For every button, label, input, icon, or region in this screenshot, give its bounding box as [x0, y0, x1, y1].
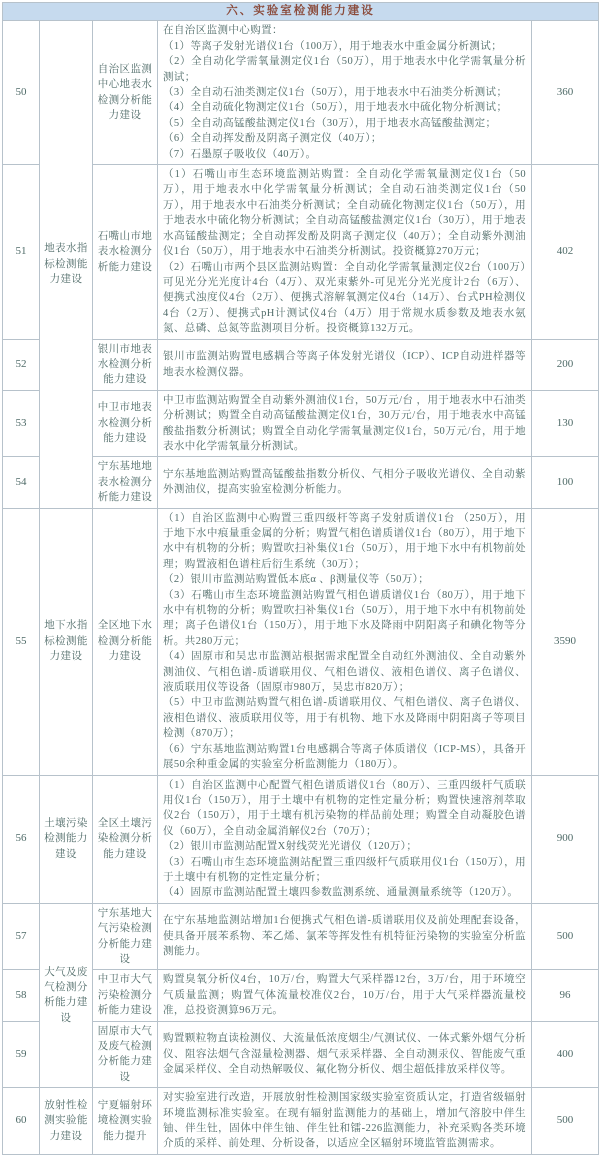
- description-cell: [158, 1021, 532, 1088]
- row-number: 53: [3, 390, 40, 457]
- amount-cell: 500: [532, 903, 599, 970]
- description-cell: [158, 1088, 532, 1155]
- description-paragraph: （5）中卫市监测站购置气相色谱-质谱联用仪、气相色谱仪、离子色谱仪、液相色谱仪、液质联用仪等，用于有机物、地下水及降雨中阴阳离子等项目检测（870万）；: [163, 697, 526, 740]
- description-paragraph: （2）银川市监测站配置X射线荧光光谱仪（120万）；: [163, 841, 418, 853]
- description-paragraph: 中卫市监测站购置全自动紫外测油仪1台，50万元/台 ，用于地表水中石油类分析测试；购置全自动高锰酸盐测定仪1台，30万元/台，用于地表水中高锰酸盐指数分析测试；购置全自动化学需氧量测定仪1台，50万元/台，用于地表水中化学需氧量分析测试。: [163, 394, 526, 452]
- category-cell: 放射性检测实验能力建设: [40, 1088, 93, 1155]
- description-paragraph: 在宁东基地监测站增加1台便携式气相色谱-质谱联用仪及前处理配套设备，使具备开展苯系物、苯乙烯、氯苯等挥发性有机特征污染物的实验室分析监测能力。: [163, 915, 526, 958]
- description-paragraph: （3）全自动石油类测定仪1台（50万），用于地表水中石油类分析测试；: [163, 87, 508, 99]
- category-cell: 地下水指标检测能力建设: [40, 508, 93, 775]
- description-paragraph: 对实验室进行改造，开展放射性检测国家级实验室资质认定，打造省级辐射环境监测标准实验室。在现有辐射监测能力的基础上，增加气溶胶中伴生铀、伴生钍，固体中伴生铀、伴生钍和镭-226监测能力，补充采购各类环境介质的采样、前处理、分析设备，以适应全区辐射环境监管监测需求。: [163, 1092, 526, 1150]
- description-paragraph: 宁东基地监测站购置高锰酸盐指数分析仪、气相分子吸收光谱仪、全自动紫外测油仪，提高实验室检测分析能力。: [163, 469, 526, 496]
- table-row: [3, 903, 599, 970]
- row-number: 54: [3, 457, 40, 508]
- project-name-cell: 中卫市地表水检测分析能力建设: [93, 390, 158, 457]
- project-name-cell: 全区土壤污染检测分析能力建设: [93, 775, 158, 903]
- row-number: 55: [3, 508, 40, 775]
- description-cell: [158, 508, 532, 775]
- project-name-cell: 中卫市大气污染检测分析能力建设: [93, 970, 158, 1021]
- project-name-cell: 固原市大气及废气检测分析能力建设: [93, 1021, 158, 1088]
- description-paragraph: （6）全自动挥发酚及阴离子测定仪（40万）；: [163, 133, 382, 145]
- project-name-cell: 全区地下水检测分析能力建设: [93, 508, 158, 775]
- amount-cell: 3590: [532, 508, 599, 775]
- project-name-cell: 石嘴山市地表水检测分析能力建设: [93, 165, 158, 339]
- description-paragraph: （5）全自动高锰酸盐测定仪1台（30万），用于地表水高锰酸盐测定；: [163, 117, 497, 129]
- description-paragraph: （4）固原市和吴忠市监测站根据需求配置全自动红外测油仪、全自动紫外测油仪、气相色谱-质谱联用仪、气相色谱仪、液相色谱仪、离子色谱仪、液质联用仪等设备（固原市980万，吴忠市820万）；: [163, 651, 526, 694]
- row-number: 56: [3, 775, 40, 903]
- description-cell: [158, 903, 532, 970]
- table-row: [3, 21, 599, 165]
- row-number: 52: [3, 339, 40, 390]
- description-paragraph: 在自治区监测中心购置：: [163, 25, 283, 37]
- amount-cell: 402: [532, 165, 599, 339]
- description-paragraph: （6）宁东基地监测站购置1台电感耦合等离子体质谱仪（ICP-MS），具备开展50余种重金属的实验室分析监测能力（180万）。: [163, 743, 526, 771]
- description-paragraph: （3）石嘴山市生态环境监测站配置三重四级杆气质联用仪1台（150万），用于土壤中有机物的定性定量分析；: [163, 856, 526, 883]
- table-row: [3, 339, 599, 390]
- description-paragraph: （2）全自动化学需氧量测定仪1台（50万），用于地表水中化学需氧量分析测试；: [163, 56, 526, 83]
- table-row: [3, 390, 599, 457]
- project-name-cell: 银川市地表水检测分析能力建设: [93, 339, 158, 390]
- table-row: [3, 165, 599, 339]
- amount-cell: 500: [532, 1088, 599, 1155]
- description-paragraph: 银川市监测站购置电感耦合等离子体发射光谱仪（ICP）、ICP自动进样器等地表水检测仪器。: [163, 351, 526, 378]
- amount-cell: 100: [532, 457, 599, 508]
- project-name-cell: 宁夏辐射环境检测实验能力提升: [93, 1088, 158, 1155]
- table-row: [3, 508, 599, 775]
- description-cell: [158, 165, 532, 339]
- description-cell: [158, 21, 532, 165]
- amount-cell: 900: [532, 775, 599, 903]
- amount-cell: 200: [532, 339, 599, 390]
- description-cell: [158, 970, 532, 1021]
- amount-cell: 400: [532, 1021, 599, 1088]
- description-paragraph: （4）固原市监测站配置土壤四参数监测系统、通量测量系统等（120万）。: [163, 887, 519, 899]
- description-paragraph: （2）石嘴山市两个县区监测站购置：全自动化学需氧量测定仪2台（100万）可见光分光光度计4台（4万）、双光束紫外-可见光分光光度计2台（6万）、便携式浊度仪4台（2万）、便携式溶解氧测定仪4台（14万）、台式PH检测仪4台（2万）、便携式pH计测试仪4台（4万）用于常规水质参数及地表水氨氮、总磷、总氮等监测项目分析。投资概算132万元。: [163, 261, 526, 335]
- amount-cell: 130: [532, 390, 599, 457]
- row-number: 60: [3, 1088, 40, 1155]
- description-cell: [158, 775, 532, 903]
- row-number: 58: [3, 970, 40, 1021]
- description-paragraph: （7）石墨原子吸收仪（40万）。: [163, 148, 317, 160]
- description-cell: [158, 339, 532, 390]
- description-paragraph: 购置颗粒物直读检测仪、大流量低浓度烟尘/气测试仪、一体式紫外烟气分析仪、阻容法烟气含湿量检测器、烟气汞采样器、全自动测汞仪、智能废气重金属采样仪、全自动热解吸仪、氟化物分析仪、烟尘超低排放采样仪等。: [163, 1033, 527, 1076]
- lab-capacity-table: [2, 2, 599, 1155]
- table-row: [3, 1088, 599, 1155]
- project-name-cell: 宁东基地地表水检测分析能力建设: [93, 457, 158, 508]
- table-row: [3, 1021, 599, 1088]
- category-cell: 大气及废气检测分析能力建设: [40, 903, 93, 1087]
- description-paragraph: （1）自治区监测中心配置气相色谱质谱仪1台（80万）、三重四级杆气质联用仪1台（150万），用于土壤中有机物的定性定量分析；购置快速溶剂萃取仪2台（150万），用于土壤有机污染物的样品前处理；购置全自动凝胶色谱仪（60万），全自动金属消解仪2台（70万）；: [163, 779, 526, 837]
- row-number: 59: [3, 1021, 40, 1088]
- description-paragraph: （1）自治区监测中心购置三重四级杆等离子发射质谱仪1台 （250万），用于地下水中痕量重金属的分析；购置气相色谱质谱仪1台（80万），用于地下水中有机物的分析；购置吹扫补集仪1台（50万），用于地下水中有机物前处理；购置液相色谱柱后衍生系统（30万）；: [163, 512, 526, 570]
- category-cell: 土壤污染检测能力建设: [40, 775, 93, 903]
- row-number: 51: [3, 165, 40, 339]
- table-row: [3, 457, 599, 508]
- description-paragraph: （2）银川市监测站购置低本底α 、β测量仪等（50万）；: [163, 574, 430, 586]
- table-row: [3, 775, 599, 903]
- table-body: [3, 3, 599, 1155]
- row-number: 50: [3, 21, 40, 165]
- table-row: [3, 970, 599, 1021]
- description-cell: [158, 457, 532, 508]
- description-paragraph: （1）石嘴山市生态环境监测站购置：全自动化学需氧量测定仪1台（50万），用于地表水中化学需氧量分析测试；全自动石油类测定仪1台（50万），用于地表水中石油类分析测试；全自动硫化物测定仪1台（50万），用于地表水中硫化物分析测试；全自动高锰酸盐测定仪1台（30万），用于地表水高锰酸盐测定；全自动挥发酚及阴离子测定仪（40万）；全自动紫外测油仪1台（50万），用于地表水中石油类分析测试。投资概算270万元；: [163, 169, 526, 258]
- section-header-row: [3, 3, 599, 21]
- description-paragraph: （1）等离子发射光谱仪1台（100万），用于地表水中重金属分析测试；: [163, 40, 503, 52]
- amount-cell: 96: [532, 970, 599, 1021]
- description-paragraph: （4）全自动硫化物测定仪1台（50万），用于地表水中硫化物分析测试；: [163, 102, 508, 114]
- row-number: 57: [3, 903, 40, 970]
- project-name-cell: 自治区监测中心地表水检测分析能力建设: [93, 21, 158, 165]
- category-cell: 地表水指标检测能力建设: [40, 21, 93, 508]
- amount-cell: 360: [532, 21, 599, 165]
- description-cell: [158, 390, 532, 457]
- section-title: 六、实验室检测能力建设: [3, 3, 599, 21]
- project-name-cell: 宁东基地大气污染检测分析能力建设: [93, 903, 158, 970]
- description-paragraph: 购置臭氧分析仪4台，10万/台，购置大气采样器12台，3万/台，用于环境空气质量监测；购置气体流量校准仪2台，10万/台，用于大气采样器流量校准，总投资测算96万元。: [163, 974, 526, 1017]
- description-paragraph: （3）石嘴山市生态环境监测站购置气相色谱质谱仪1台（80万），用于地下水中有机物的分析；购置吹扫补集仪1台（50万），用于地下水中有机物前处理；离子色谱仪1台（150万），用于地下水及降雨中阴阳离子和碘化物等分析。共280万元；: [163, 589, 526, 647]
